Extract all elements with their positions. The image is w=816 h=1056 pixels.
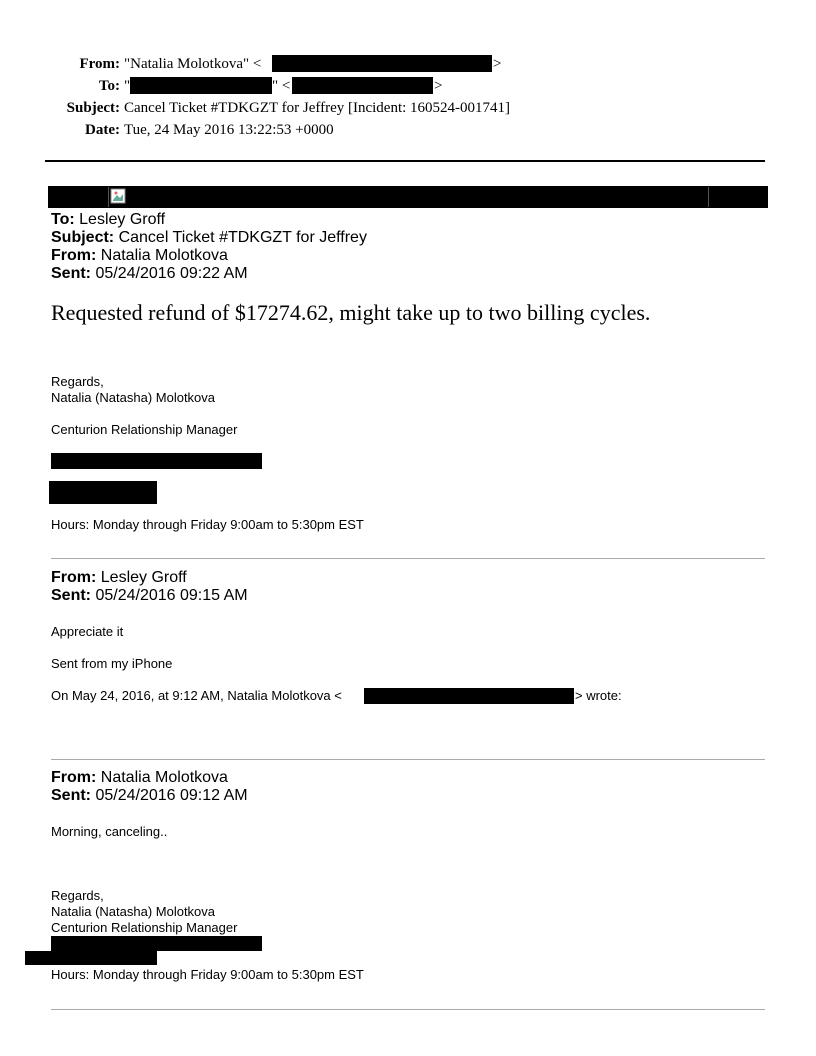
redaction-to-name (130, 77, 272, 94)
msg1-signature-name: Natalia (Natasha) Molotkova (51, 390, 216, 405)
redaction-msg2-email (364, 688, 574, 704)
msg2-quote-prefix: On May 24, 2016, at 9:12 AM, Natalia Molotkova < (51, 688, 342, 703)
msg1-from (51, 247, 228, 265)
to-open: " (124, 78, 131, 94)
date-value: Tue, 24 May 2016 13:22:53 +0000 (124, 122, 334, 138)
from-value: "Natalia Molotkova" < (124, 56, 262, 72)
to-mid: " < (272, 78, 291, 94)
redaction-msg1-line2 (49, 481, 157, 504)
msg2-from-label: From: (51, 569, 97, 586)
divider-3 (51, 1009, 765, 1010)
msg3-from-label: From: (51, 769, 97, 786)
from-close: > (493, 56, 502, 72)
msg2-line1: Appreciate it (51, 624, 124, 639)
msg3-sent-value: 05/24/2016 09:12 AM (95, 787, 248, 804)
msg3-sent-label: Sent: (51, 787, 91, 804)
msg1-sent-label: Sent: (51, 265, 91, 282)
msg1-signature-title: Centurion Relationship Manager (51, 422, 238, 437)
msg3-signature-name: Natalia (Natasha) Molotkova (51, 904, 216, 919)
msg1-from-label: From: (51, 247, 97, 264)
msg2-quote-suffix: > wrote: (575, 688, 622, 703)
msg2-from-value: Lesley Groff (100, 569, 187, 586)
msg1-subject (51, 229, 367, 247)
header-divider (45, 160, 765, 162)
msg3-signature-title: Centurion Relationship Manager (51, 920, 238, 935)
msg1-to (51, 211, 165, 229)
msg1-subject-value: Cancel Ticket #TDKGZT for Jeffrey (118, 229, 367, 246)
msg1-subject-label: Subject: (51, 229, 115, 246)
msg1-body: Requested refund of $17274.62, might take up to two billing cycles. (51, 300, 651, 325)
msg2-line2: Sent from my iPhone (51, 656, 173, 671)
msg1-to-label: To: (51, 211, 75, 228)
msg3-from-value: Natalia Molotkova (100, 769, 228, 786)
msg3-hours: Hours: Monday through Friday 9:00am to 5:30pm EST (51, 967, 364, 982)
msg3-line1: Morning, canceling.. (51, 824, 168, 839)
redaction-msg1-line1 (51, 453, 262, 469)
msg1-sent (51, 265, 248, 283)
msg1-to-value: Lesley Groff (79, 211, 166, 228)
msg1-sent-value: 05/24/2016 09:22 AM (95, 265, 248, 282)
msg2-from (51, 569, 187, 587)
divider-1 (51, 558, 765, 559)
to-close: > (434, 78, 443, 94)
msg2-sent-value: 05/24/2016 09:15 AM (95, 587, 248, 604)
msg3-regards: Regards, (51, 888, 104, 903)
redaction-to-email (292, 77, 433, 94)
date-label: Date: (85, 122, 120, 138)
redaction-from-email (272, 55, 492, 72)
subject-value: Cancel Ticket #TDKGZT for Jeffrey [Incident: 160524-001741] (124, 100, 511, 116)
msg3-from (51, 769, 228, 787)
broken-image-icon (110, 188, 128, 206)
msg1-hours: Hours: Monday through Friday 9:00am to 5:30pm EST (51, 517, 364, 532)
redaction-msg3-line1 (51, 936, 262, 951)
redaction-msg3-line2 (25, 951, 157, 965)
msg1-from-value: Natalia Molotkova (100, 247, 228, 264)
from-label: From: (79, 56, 120, 72)
banner-image (108, 187, 709, 207)
msg1-regards: Regards, (51, 374, 104, 389)
msg3-sent (51, 787, 248, 805)
divider-2 (51, 759, 765, 760)
subject-label: Subject: (66, 100, 120, 116)
msg2-sent (51, 587, 248, 605)
msg2-sent-label: Sent: (51, 587, 91, 604)
to-label: To: (98, 78, 120, 94)
